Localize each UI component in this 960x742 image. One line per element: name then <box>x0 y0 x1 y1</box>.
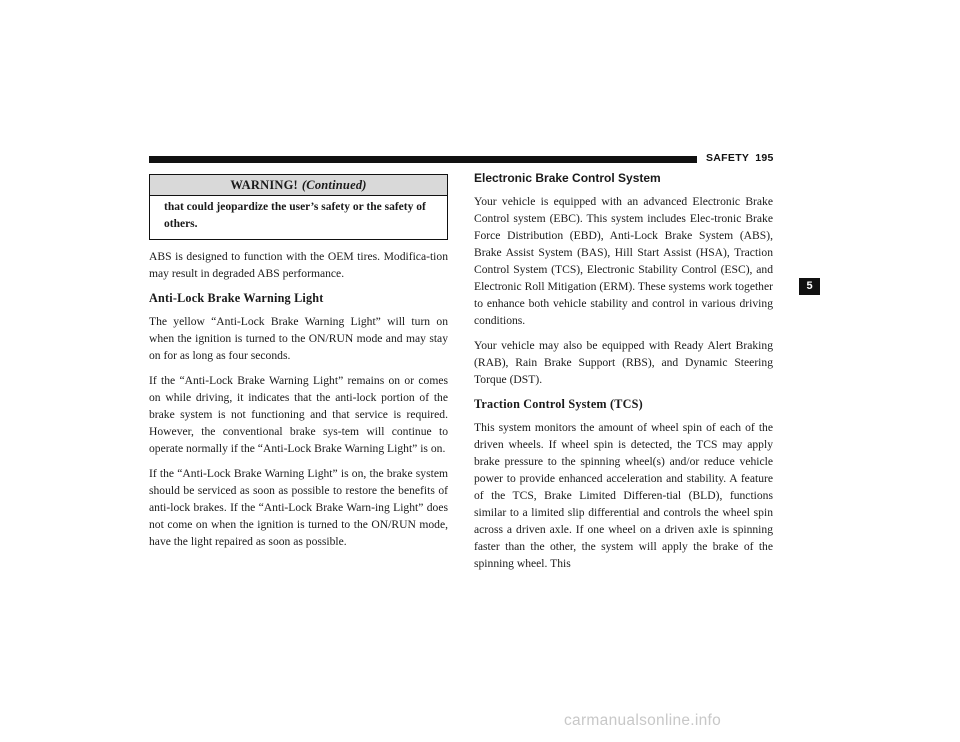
right-column <box>474 170 773 580</box>
warning-body: that could jeopardize the user’s safety or the safety of others. <box>164 201 426 230</box>
paragraph-ebc-2: Your vehicle may also be equipped with Ready Alert Braking (RAB), Rain Brake Support (RBS), and Dynamic Steering Torque (DST). <box>474 339 773 386</box>
section-name: SAFETY <box>706 152 750 164</box>
warning-header <box>150 175 447 196</box>
watermark: carmanualsonline.info <box>564 712 722 729</box>
warning-box <box>149 174 448 240</box>
paragraph-abs-tires: ABS is designed to function with the OEM tires. Modifica-tion may result in degraded ABS performance. <box>149 250 448 280</box>
paragraph-light-1: The yellow “Anti-Lock Brake Warning Light” will turn on when the ignition is turned to the ON/RUN mode and may stay on for as long as four seconds. <box>149 315 448 362</box>
chapter-tab: 5 <box>799 278 820 295</box>
running-header <box>706 152 774 164</box>
paragraph-light-2: If the “Anti-Lock Brake Warning Light” remains on or comes on while driving, it indicates that the anti-lock portion of the brake system is not functioning and that service is required. However, the conventional brake sys-tem will continue to operate normally if the “Anti-Lock Brake Warning Light” is on. <box>149 374 448 455</box>
left-column <box>149 174 448 558</box>
header-rule <box>149 156 697 163</box>
page-number: 195 <box>755 152 774 164</box>
paragraph-light-3: If the “Anti-Lock Brake Warning Light” is on, the brake system should be serviced as soon as possible to restore the benefits of anti-lock brakes. If the “Anti-Lock Brake Warn-ing Light” does not come on when the ignition is turned to the ON/RUN mode, have the light repaired as soon as possible. <box>149 467 448 548</box>
heading-traction-control: Traction Control System (TCS) <box>474 397 643 411</box>
paragraph-ebc-1: Your vehicle is equipped with an advanced Electronic Brake Control system (EBC). This system includes Elec-tronic Brake Force Distribution (EBD), Anti-Lock Brake System (ABS), Brake Assist System (BAS), Hill Start Assist (HSA), Traction Control System (TCS), Electronic Stability Control (ESC), and Electronic Roll Mitigation (ERM). These systems work together to enhance both vehicle stability and control in various driving conditions. <box>474 195 773 327</box>
paragraph-tcs: This system monitors the amount of wheel spin of each of the driven wheels. If wheel spin is detected, the TCS may apply brake pressure to the spinning wheel(s) and/or reduce vehicle power to provide enhanced acceleration and stability. A feature of the TCS, Brake Limited Differen-tial (BLD), functions similar to a limited slip differential and controls the wheel spin across a driven axle. If one wheel on a driven axle is spinning faster than the other, the system will apply the brake of the spinning wheel. This <box>474 421 773 570</box>
heading-electronic-brake-control: Electronic Brake Control System <box>474 171 661 185</box>
heading-abs-warning-light: Anti-Lock Brake Warning Light <box>149 291 324 305</box>
warning-continued: (Continued) <box>301 178 367 192</box>
warning-label: WARNING! <box>230 178 298 192</box>
